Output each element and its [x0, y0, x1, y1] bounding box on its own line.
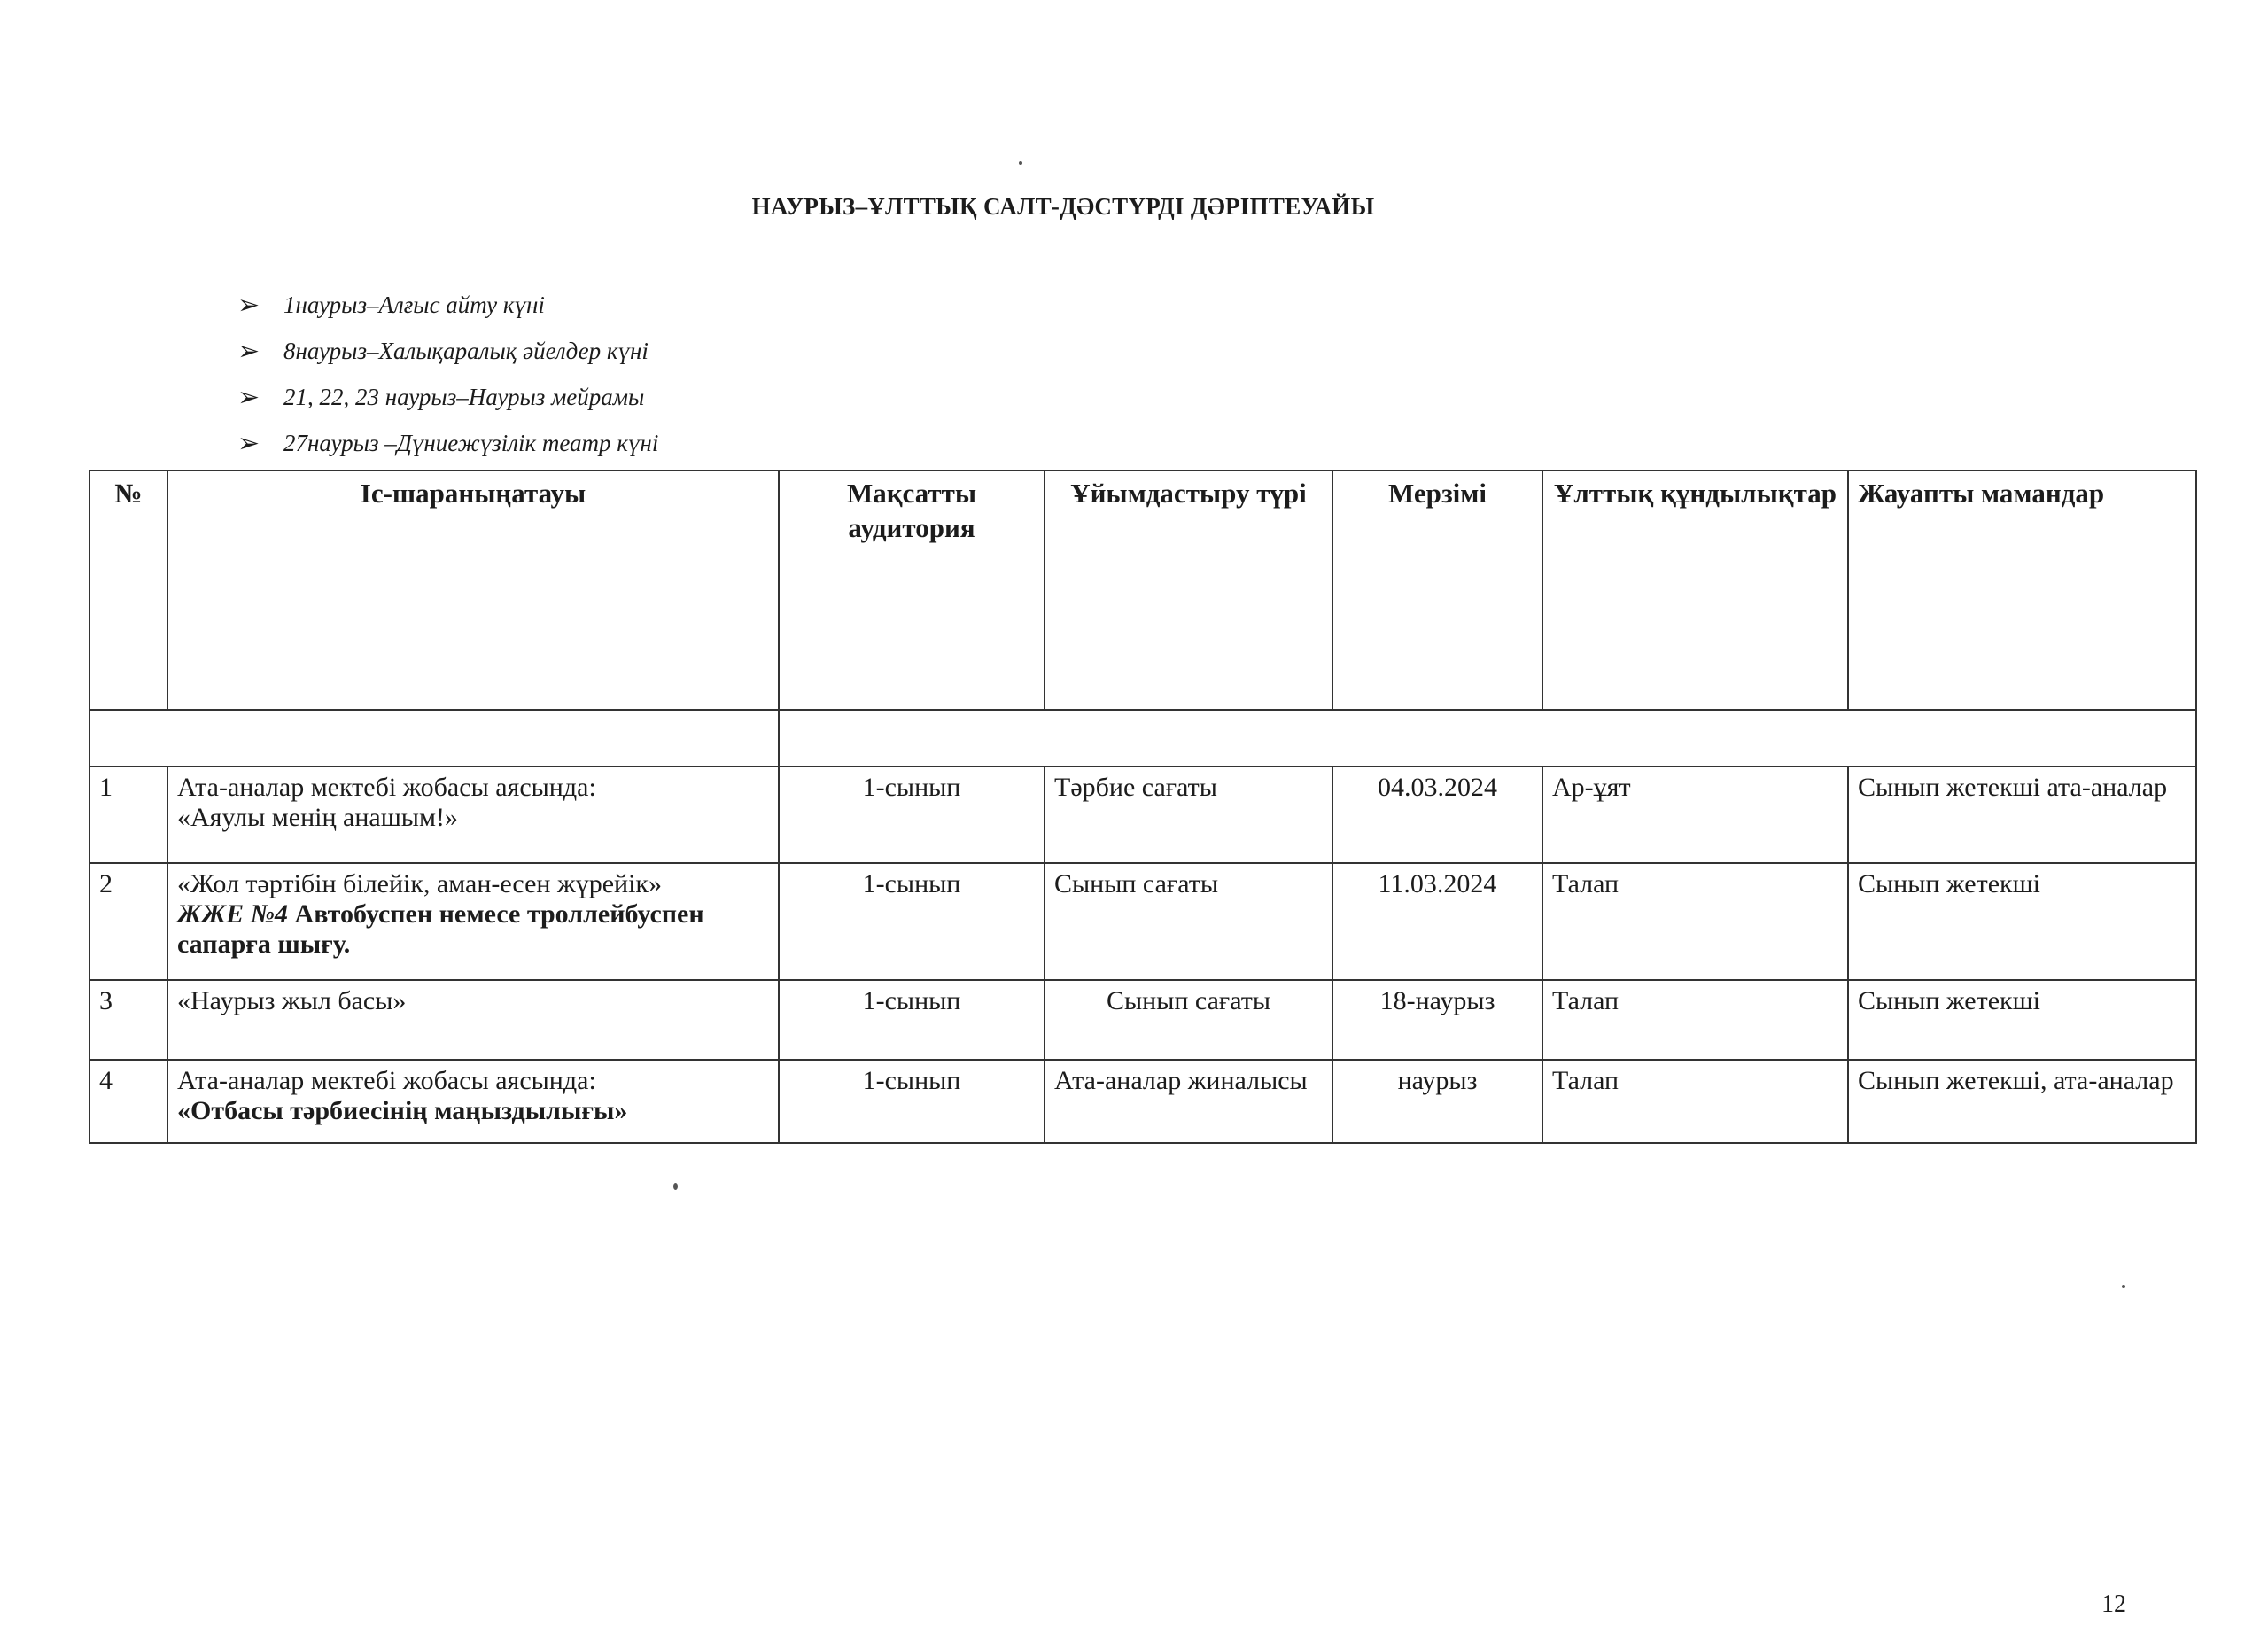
audience-cell: 1-сынып — [779, 766, 1045, 863]
event-text: «Аяулы менің анашым!» — [177, 803, 458, 832]
list-item-text: 8наурыз–Халықаралық әйелдер күні — [284, 337, 649, 364]
event-cell — [167, 863, 779, 980]
event-cell — [167, 1060, 779, 1143]
page-number: 12 — [2101, 1591, 2126, 1618]
arrowhead-bullet-icon: ➢ — [237, 336, 260, 366]
table-spacer-row — [89, 710, 2196, 766]
date-cell: наурыз — [1332, 1060, 1542, 1143]
header-responsible: Жауапты мамандар — [1848, 471, 2196, 710]
responsible-cell: Сынып жетекші, ата-аналар — [1848, 1060, 2196, 1143]
date-cell: 11.03.2024 — [1332, 863, 1542, 980]
arrowhead-bullet-icon: ➢ — [237, 428, 260, 458]
list-item — [237, 374, 658, 420]
event-text: «Жол тәртібін білейік, аман-есен жүрейік» — [177, 869, 662, 898]
event-text: «Отбасы тәрбиесінің маңыздылығы» — [177, 1096, 628, 1125]
form-cell: Сынып сағаты — [1045, 980, 1332, 1060]
table-row — [89, 766, 2196, 863]
responsible-cell: Сынып жетекші — [1848, 863, 2196, 980]
table-row — [89, 863, 2196, 980]
table-row — [89, 980, 2196, 1060]
header-date: Мерзімі — [1332, 471, 1542, 710]
value-cell: Талап — [1542, 1060, 1848, 1143]
date-cell: 18-наурыз — [1332, 980, 1542, 1060]
header-event-name: Іс-шараныңатауы — [167, 471, 779, 710]
list-item-text: 1наурыз–Алғыс айту күні — [284, 291, 545, 318]
event-text: Ата-аналар мектебі жобасы аясында: — [177, 1066, 596, 1095]
page-title: НАУРЫЗ–ҰЛТТЫҚ САЛТ-ДӘСТҮРДІ ДӘРІПТЕУАЙЫ — [751, 193, 1375, 220]
header-number: № — [89, 471, 167, 710]
scan-speck — [1019, 161, 1022, 165]
arrowhead-bullet-icon: ➢ — [237, 290, 260, 320]
header-national-values: Ұлттық құндылықтар — [1542, 471, 1848, 710]
event-text: «Наурыз жыл басы» — [177, 986, 407, 1015]
list-item — [237, 420, 658, 466]
list-item-text: 21, 22, 23 наурыз–Наурыз мейрамы — [284, 383, 645, 410]
form-cell: Сынып сағаты — [1045, 863, 1332, 980]
audience-cell: 1-сынып — [779, 980, 1045, 1060]
list-item-text: 27наурыз –Дүниежүзілік театр күні — [284, 429, 659, 456]
responsible-cell: Сынып жетекші ата-аналар — [1848, 766, 2196, 863]
row-number: 3 — [89, 980, 167, 1060]
event-code: ЖЖЕ №4 — [177, 899, 289, 929]
list-item — [237, 282, 658, 328]
spacer-cell — [89, 710, 779, 766]
value-cell: Талап — [1542, 980, 1848, 1060]
header-organization-form: Ұйымдастыру түрі — [1045, 471, 1332, 710]
event-cell — [167, 766, 779, 863]
event-cell — [167, 980, 779, 1060]
header-target-audience: Мақсатты аудитория — [779, 471, 1045, 710]
table-row — [89, 1060, 2196, 1143]
observance-days-list — [237, 282, 658, 466]
value-cell: Ар-ұят — [1542, 766, 1848, 863]
events-table — [89, 470, 2197, 1144]
spacer-cell — [779, 710, 2196, 766]
row-number: 2 — [89, 863, 167, 980]
scan-speck — [2122, 1285, 2125, 1288]
responsible-cell: Сынып жетекші — [1848, 980, 2196, 1060]
form-cell: Тәрбие сағаты — [1045, 766, 1332, 863]
table-header-row — [89, 471, 2196, 710]
value-cell: Талап — [1542, 863, 1848, 980]
event-text: Ата-аналар мектебі жобасы аясында: — [177, 773, 596, 802]
audience-cell: 1-сынып — [779, 863, 1045, 980]
audience-cell: 1-сынып — [779, 1060, 1045, 1143]
arrowhead-bullet-icon: ➢ — [237, 382, 260, 412]
event-text: Автобуспен немесе троллейбуспен сапарға шығу. — [177, 899, 704, 959]
form-cell: Ата-аналар жиналысы — [1045, 1060, 1332, 1143]
list-item — [237, 328, 658, 374]
row-number: 4 — [89, 1060, 167, 1143]
row-number: 1 — [89, 766, 167, 863]
date-cell: 04.03.2024 — [1332, 766, 1542, 863]
scan-speck — [673, 1183, 678, 1190]
event-text — [177, 899, 769, 960]
